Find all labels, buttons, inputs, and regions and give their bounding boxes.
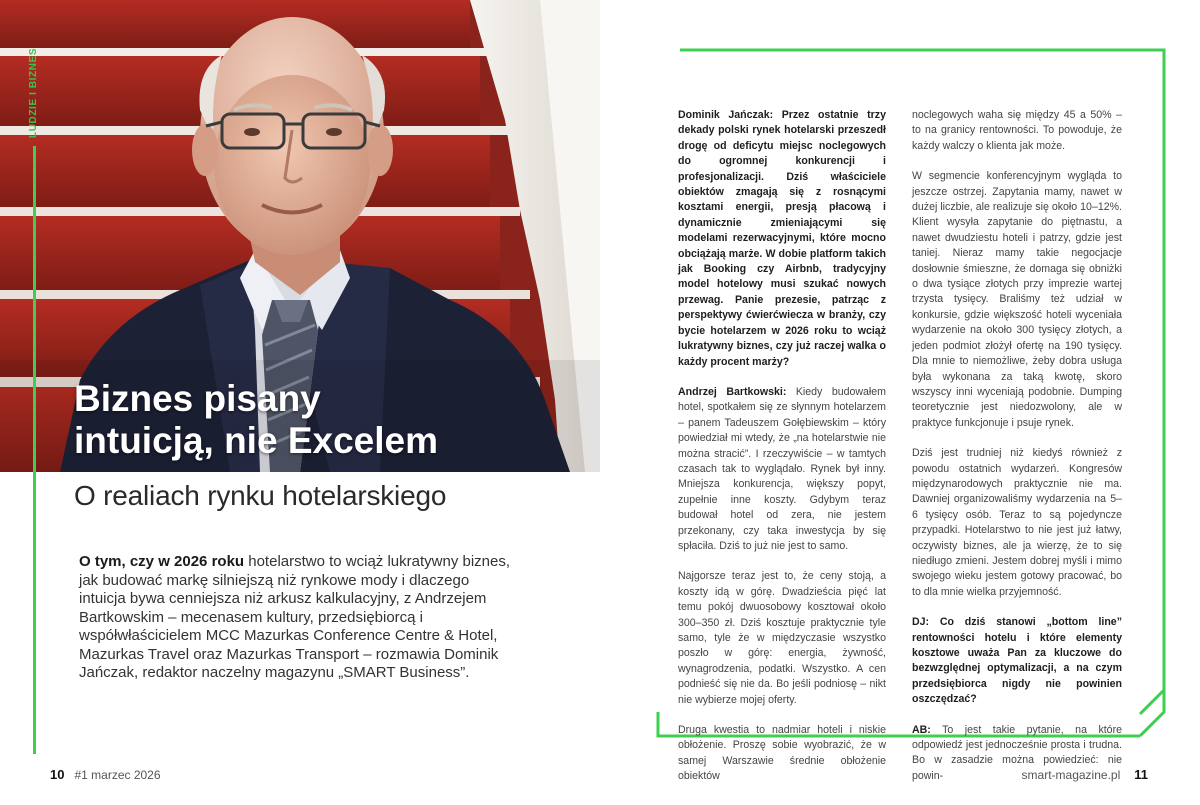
- paragraph: Druga kwestia to nadmiar hoteli i niskie obłożenie. Proszę sobie wyobrazić, że w samej Warszawie średnie obłożenie obiektów: [678, 724, 886, 783]
- accent-rule-left: [33, 146, 36, 754]
- question-2: DJ: Co dziś stanowi „bottom line” rentowności hotelu i które elementy kosztowe uważa Pan za kluczowe do bezwzględnej optymalizacji, a na czym przedsiębiorca nigdy nie powinien oszczędzać?: [912, 616, 1122, 706]
- section-tab: [28, 30, 42, 140]
- paragraph: noclegowych waha się między 45 a 50% – to na granicy rentowności. To powoduje, że każdy walczy o klienta jak może.: [912, 109, 1122, 152]
- text-column-1: [678, 108, 886, 800]
- site-url: smart-magazine.pl: [1021, 768, 1121, 782]
- question-1: [678, 108, 886, 370]
- paragraph: W segmencie konferencyjnym wygląda to jeszcze ostrzej. Zapytania mamy, nawet w dużej liczbie, ale realizuje się około 10–12%. Klient wysyła zapytanie do piętnastu, a nawet dwudziestu hoteli i patrzy, gdzie jest taniej. Nieraz mamy takie negocjacje dosłownie śmieszne, że domaga się obniżki o dwa tysiące złotych przy imprezie wartej trzysta tysięcy. Braliśmy też udział w konkursie, gdzie większość hoteli wyceniała wydarzenie na około 300 tysięcy złotych, a jeden podmiot złożył ofertę na 190 tysięcy. Dla mnie to niemożliwe, żeby dobra usługa była wykonana za taką kwotę, skoro wszyscy inni wyceniają podobnie. Dumping teoretycznie jest niedozwolony, ale w praktyce funkcjonuje i psuje rynek.: [912, 170, 1122, 429]
- speaker-ab-short: AB:: [912, 723, 931, 736]
- answer-1-text: Kiedy budowałem hotel, spotkałem się ze słynnym hotelarzem – panem Tadeuszem Gołębiewskim – który powiedział mi wtedy, że „na hotelarstwie nie można stracić”. I rzeczywiście – w tamtych czasach tak to wyglądało. Rynek był inny. Mniejsza konkurencja, większy popyt, zupełnie inne koszty. Gdybym teraz budował hotel od zera, nie jestem przekonany, czy taka inwestycja by się spłaciła. Dziś to już nie jest to samo.: [678, 385, 886, 552]
- answer-1: [678, 385, 886, 554]
- page-number-left: 10: [50, 767, 65, 782]
- lead-bold: O tym, czy w 2026 roku: [79, 553, 245, 570]
- article-subtitle: O realiach rynku hotelarskiego: [74, 480, 447, 511]
- paragraph: Dziś jest trudniej niż kiedyś również z powodu ostatnich wydarzeń. Kongresów międzynarodowych praktycznie nie ma. Dawniej organizowaliśmy wydarzenia na 5–6 tysięcy osób. Teraz to są pojedyncze przypadki. Hotelarstwo to nie jest już łatwy, oczywisty biznes, ale ja wierzę, że to się niedługo zmieni. Jestem dobrej myśli i mimo swojego wieku jestem gotowy pracować, bo to dla mnie wielka przyjemność.: [912, 447, 1122, 598]
- lead-text: hotelarstwo to wciąż lukratywny biznes, jak budować markę silniejszą niż rynkowe mody i dlaczego intuicja bywa cenniejsza niż arkusz kalkulacyjny, z Andrzejem Bartkowskim – mecenasem kultury, przedsiębiorcą i współwłaścicielem MCC Mazurkas Conference Centre & Hotel, Mazurkas Travel oraz Mazurkas Transport – rozmawia Dominik Jańczak, redaktor naczelny magazynu „SMART Business”.: [79, 553, 511, 681]
- issue-label: #1 marzec 2026: [74, 768, 161, 782]
- page-number-right: 11: [1134, 767, 1148, 782]
- speaker-dj: Dominik Jańczak:: [678, 109, 774, 121]
- headline-line-2: intuicją, nie Excelem: [74, 420, 438, 461]
- question-1-text: Przez ostatnie trzy dekady polski rynek hotelarski przeszedł drogę od deficytu miejsc noclegowych do ogromnej konkurencji i profesjonalizacji. Dziś właściciele obiektów zmagają się z rosnącymi kosztami energii, presją płacową i dynamicznie zmieniającymi się modelami rezerwacyjnymi, które mocno obciążają marże. W dobie platform takich jak Booking czy Airbnb, tradycyjny model hotelowy musi szukać nowych przewag. Panie prezesie, patrząc z perspektywy ćwierćwiecza w branży, czy bycie hotelarzem w 2026 roku to wciąż lukratywny biznes, czy już raczej walka o każdy procent marży?: [678, 109, 886, 368]
- speaker-ab: Andrzej Bartkowski:: [678, 385, 787, 398]
- paragraph: Najgorsze teraz jest to, że ceny stoją, a koszty idą w górę. Dwadzieścia pięć lat temu pokój dwuosobowy kosztował około 300–350 zł. Dziś kosztuje praktycznie tyle samo, tyle że w międzyczasie wszystko poszło w górę: energia, żywność, wynagrodzenia, podatki. Wszystko. A cen podnieść się nie da. Bo jeśli podniosę – nikt nie wybierze mojej oferty.: [678, 570, 886, 706]
- folio-left: [50, 767, 161, 782]
- article-headline: [74, 378, 544, 462]
- text-column-2: [912, 108, 1122, 799]
- folio-right: [1022, 767, 1148, 782]
- answer-2-text: To jest takie pytanie, na które odpowiedź jest jednocześnie prosta i trudna. Bo w zasadzie można powiedzieć: nie powin-: [912, 723, 1122, 782]
- headline-line-1: Biznes pisany: [74, 378, 321, 419]
- section-tab-label: LUDZIE I BIZNES: [28, 47, 39, 138]
- article-lead: [79, 553, 519, 683]
